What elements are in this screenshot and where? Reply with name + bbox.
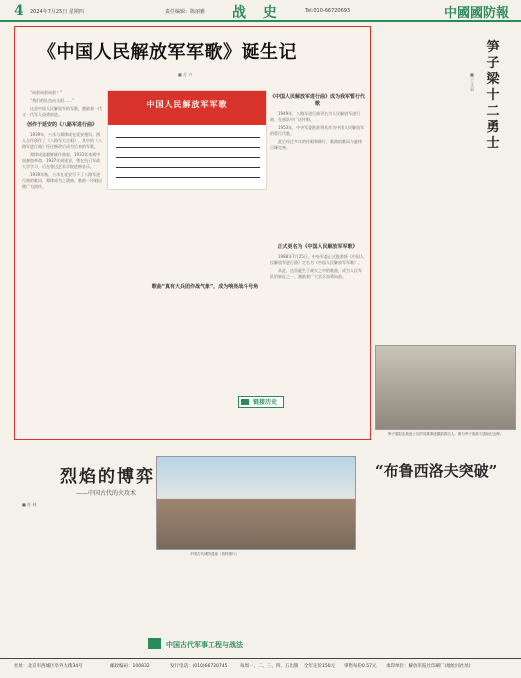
page-header <box>0 0 521 22</box>
paragraph: 从此，这首诞生于战火之中的歌曲，成为人民军队的象征之一，激励着广大官兵奋勇向前。 <box>270 268 362 279</box>
staff-line <box>116 167 260 168</box>
editor-line: 责任编辑：陈丽雅 <box>165 9 206 15</box>
issue-date: 2024年7月25日 星期四 <box>30 9 84 15</box>
paragraph: 郑律成是朝鲜族作曲家，1933年来到中国参加革命，1937年到延安，曾在抗日军政大学学习，后在鲁迅艺术学院进修音乐。 <box>22 152 101 169</box>
staff-line <box>116 137 260 138</box>
featured-article-byline: ■ 苏 卉 <box>178 72 193 77</box>
footer-unit-price: 零售每份0.57元 <box>344 664 377 669</box>
city-gate-photo <box>156 456 356 550</box>
sidebar-author: ■ 王 文 莉 <box>470 72 474 92</box>
memorial-photo <box>375 345 516 430</box>
paragraph: “向前向前向前！” <box>30 90 63 95</box>
bottom-right-title: “布鲁西洛夫突破” <box>375 462 498 480</box>
featured-article-title: 《中国人民解放军军歌》诞生记 <box>38 42 297 63</box>
page-footer <box>0 658 521 678</box>
subheading: 正式更名为《中国人民解放军军歌》 <box>277 244 358 250</box>
photo-caption: 笋子梁阻击战战士们的英雄事迹激励着后人。图为笋子梁战斗遗址纪念碑。 <box>387 432 504 436</box>
staff-line <box>116 147 260 148</box>
paragraph: “我们的队伍向太阳……” <box>30 98 75 103</box>
link-history-tag: 链接历史 <box>238 396 284 408</box>
subheading: 《中国人民解放军进行曲》成为我军暂行代歌 <box>270 94 365 107</box>
bottom-left-subtitle: ——中国古代的火攻术 <box>76 490 137 497</box>
series-bar: 中国古代军事工程与战法 <box>166 641 243 649</box>
newspaper-logo: 中國國防報 <box>443 6 509 21</box>
staff-line <box>116 157 260 158</box>
paragraph: 1939年秋，公木在延安写下了八路军进行曲的歌词，郑律成为之谱曲，歌曲一经唱出便广为流传。 <box>22 172 102 189</box>
footer-postcode: 邮政编码：100832 <box>110 664 150 669</box>
paragraph: 1939年，公木与郑律成在延安相识。两人合作创作了《八路军大合唱》，其中的《八路军进行曲》经过修改后成为后来的军歌。 <box>22 132 102 149</box>
page-number: 4 <box>14 3 24 19</box>
paragraph: 1949年，八路军进行曲更名为人民解放军进行曲，在部队中广泛传唱。 <box>270 111 361 122</box>
section-title: 战 史 <box>232 5 283 21</box>
footer-schedule: 每周一、二、三、四、五出版 <box>240 664 299 669</box>
footer-address: 社址：北京市西城区阜外大街34号 <box>14 664 83 669</box>
article-column-1 <box>22 90 102 390</box>
subheading: 创作于延安的《八路军进行曲》 <box>26 122 97 128</box>
article-column-2 <box>150 280 260 390</box>
footer-price: 全年定价150元 <box>304 664 336 669</box>
article-column-3 <box>270 90 365 240</box>
score-title: 中国人民解放军军歌 <box>146 99 228 109</box>
header-tel: Tel:010-66720693 <box>305 8 351 14</box>
subheading: 歌曲“真有大兵团作战气象”，成为响亮战斗号角 <box>151 284 259 290</box>
paragraph: 1953年，中央军委批准将其作为中国人民解放军的暂行代歌。 <box>270 125 365 136</box>
paragraph: 1988年7月25日，中央军委正式批准将《中国人民解放军进行曲》定名为《中国人民解放军军歌》。 <box>270 254 364 265</box>
score-image <box>107 90 267 190</box>
footer-phone: 发行电话：(010)66720745 <box>170 664 228 669</box>
staff-line <box>116 177 260 178</box>
bottom-left-title: 烈焰的博弈 <box>60 467 155 487</box>
sidebar-title: 笋子梁十二勇士 <box>486 40 500 151</box>
article-column-4 <box>270 240 365 390</box>
mid-photo-caption: 中国古代城防遗迹（资料图片） <box>190 552 239 556</box>
paragraph: 此后经过多年的传唱和修订，歌曲的歌词与旋律日臻完善。 <box>270 139 362 150</box>
bottom-left-byline: ■ 苏 林 <box>22 502 37 507</box>
paragraph: 这首中国人民解放军的军歌，激励着一代又一代军人奋勇前进。 <box>22 106 102 117</box>
footer-printer: 承印单位：解放军报社印刷厂(地址同社址) <box>386 664 471 669</box>
